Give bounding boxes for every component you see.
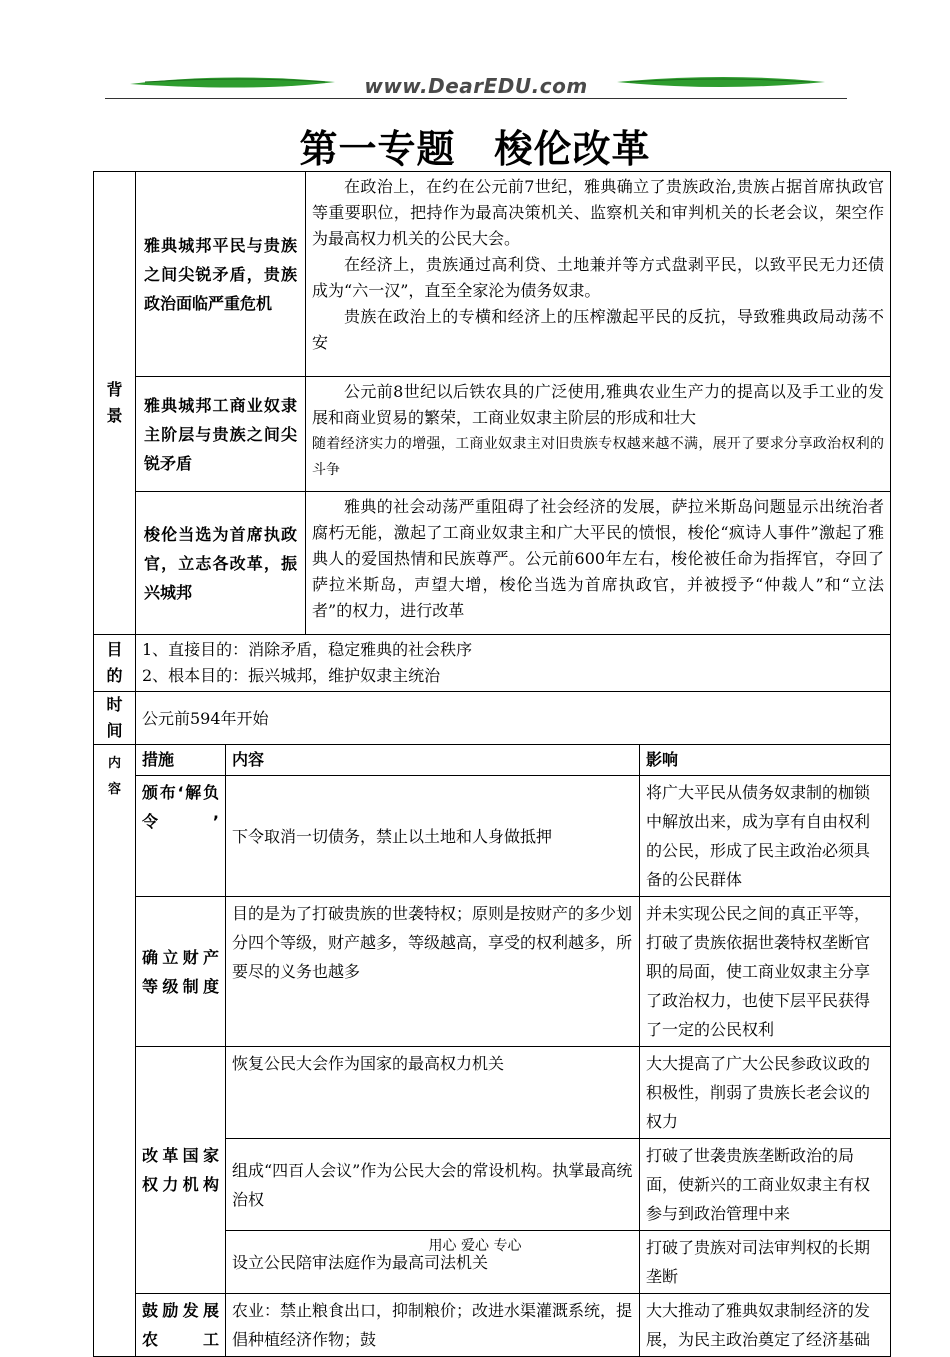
measure-row-2 [94,897,891,1047]
page-footer: 用心 爱心 专心 [428,1238,522,1254]
measure-3a-impact: 大大提高了广大公民参政议政的积极性，削弱了贵族长老会议的权力 [640,1047,891,1139]
section-label-purpose: 目 的 [94,635,136,692]
measure-4-impact: 大大推动了雅典奴隶制经济的发展，为民主政治奠定了经济基础 [640,1294,891,1357]
measure-3c-impact: 打破了贵族对司法审判权的长期垄断 [640,1231,891,1294]
background-detail-1: 在政治上，在约在公元前7世纪，雅典确立了贵族政治,贵族占据首席执政官等重要职位，把持作为最高决策机关、监察机关和审判机关的长老会议，架空作为最高权力机关的公民大会。 在经济上，贵族通过高利贷、土地兼并等方式盘剥平民，以致平民无力还债成为“六一汉”，直至全家沦为债务奴隶。 贵族在政治上的专横和经济上的压榨激起平民的反抗，导致雅典政局动荡不安 [306,172,891,377]
page-title: 第一专题 梭伦改革 [299,127,651,171]
section-label-background: 背 景 [94,172,136,635]
measure-3a-content: 恢复公民大会作为国家的最高权力机关 [226,1047,640,1139]
measure-1-content: 下令取消一切债务，禁止以土地和人身做抵押 [226,776,640,897]
measure-4-content: 农业：禁止粮食出口，抑制粮价；改进水渠灌溉系统，提倡种植经济作物；鼓 [226,1294,640,1357]
section-label-time: 时 间 [94,692,136,745]
background-row-3 [94,492,891,635]
measure-row-3a [94,1047,891,1139]
background-row-2 [94,377,891,492]
section-label-content: 内 容 [94,745,136,1357]
background-topic-2: 雅典城邦工商业奴隶主阶层与贵族之间尖锐矛盾 [136,377,306,492]
measure-2-content: 目的是为了打破贵族的世袭特权；原则是按财产的多少划分四个等级，财产越多，等级越高，享受的权利越多，所要尽的义务也越多 [226,897,640,1047]
measure-row-4 [94,1294,891,1357]
time-row [94,692,891,745]
measure-3b-content: 组成“四百人会议”作为公民大会的常设机构。执掌最高统治权 [226,1139,640,1231]
measure-3c-content: 设立公民陪审法庭作为最高司法机关 [226,1231,640,1294]
time-content: 公元前594年开始 [136,692,891,745]
purpose-line-1: 1、直接目的：消除矛盾，稳定雅典的社会秩序 [142,640,473,659]
reform-table [93,171,891,1357]
header-rule [105,98,847,99]
background-topic-3: 梭伦当选为首席执政官，立志各改革，振兴城邦 [136,492,306,635]
header-impact: 影响 [640,745,891,776]
measure-1: 颁布‘解负令’ [136,776,226,897]
measure-2: 确立财产等级制度 [136,897,226,1047]
purpose-content [136,635,891,692]
measure-2-impact: 并未实现公民之间的真正平等，打破了贵族依据世袭特权垄断官职的局面，使工商业奴隶主分享了政治权力，也使下层平民获得了一定的公民权利 [640,897,891,1047]
background-detail-2: 公元前8世纪以后铁农具的广泛使用,雅典农业生产力的提高以及手工业的发展和商业贸易的繁荣，工商业奴隶主阶层的形成和壮大 随着经济实力的增强，工商业奴隶主对旧贵族专权越来越不满，展开了要求分享政治权利的斗争 [306,377,891,492]
measure-3b-impact: 打破了世袭贵族垄断政治的局面，使新兴的工商业奴隶主有权参与到政治管理中来 [640,1139,891,1231]
site-url[interactable]: www.DearEDU.com [364,74,588,98]
purpose-row [94,635,891,692]
header-content: 内容 [226,745,640,776]
background-detail-3: 雅典的社会动荡严重阻碍了社会经济的发展，萨拉米斯岛问题显示出统治者腐朽无能，激起了工商业奴隶主和广大平民的愤恨，梭伦“疯诗人事件”激起了雅典人的爱国热情和民族尊严。公元前600年左右，梭伦被任命为指挥官，夺回了萨拉米斯岛，声望大增，梭伦当选为首席执政官，并被授予“仲裁人”和“立法者”的权力，进行改革 [306,492,891,635]
measure-row-1 [94,776,891,897]
measure-4: 鼓励发展农工 [136,1294,226,1357]
site-header [105,70,847,102]
measure-3: 改革国家权力机构 [136,1047,226,1294]
background-topic-1: 雅典城邦平民与贵族之间尖锐矛盾，贵族政治面临严重危机 [136,172,306,377]
background-row-1 [94,172,891,377]
header-measure: 措施 [136,745,226,776]
purpose-line-2: 2、根本目的：振兴城邦，维护奴隶主统治 [142,666,441,685]
measure-1-impact: 将广大平民从债务奴隶制的枷锁中解放出来，成为享有自由权利的公民，形成了民主政治必须具备的公民群体 [640,776,891,897]
content-header-row [94,745,891,776]
